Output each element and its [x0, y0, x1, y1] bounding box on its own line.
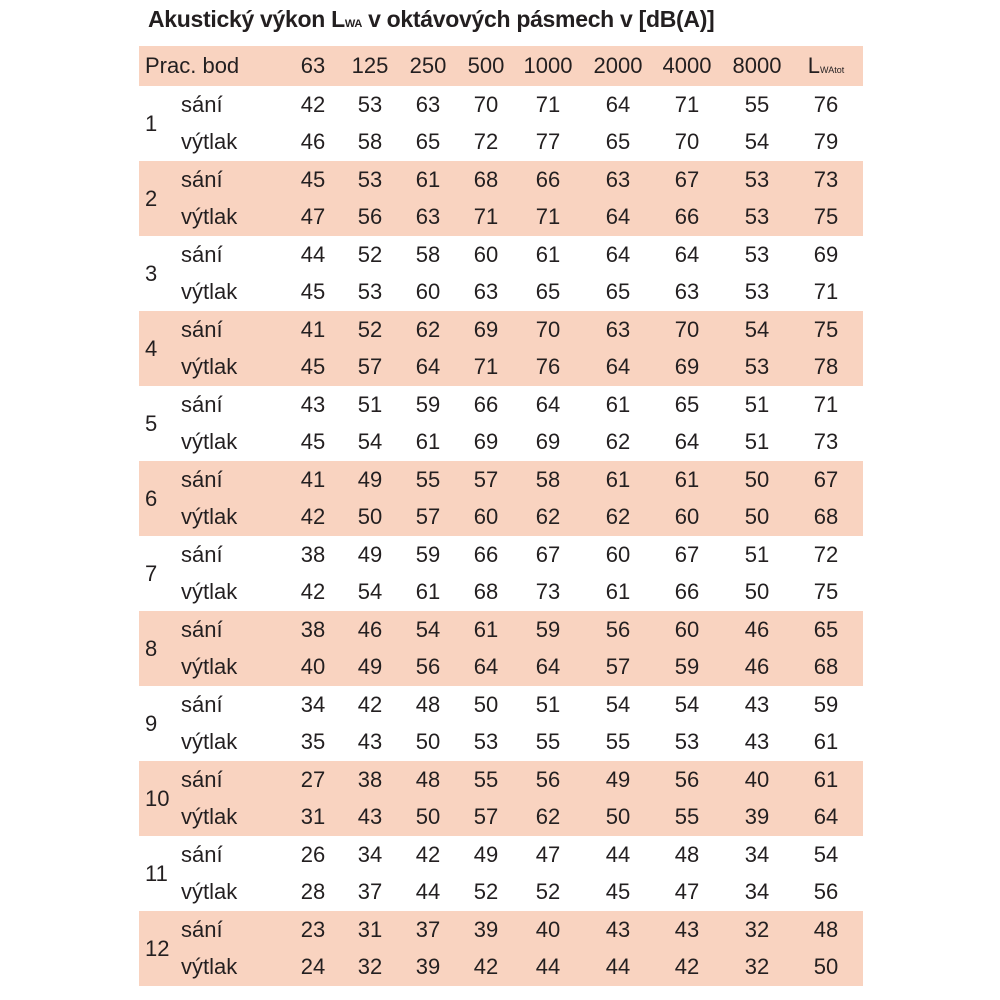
value-cell: 61 — [535, 242, 561, 267]
work-point-number: 7 — [145, 561, 158, 586]
value-cell: 57 — [473, 467, 499, 492]
value-cell: 60 — [674, 504, 700, 529]
title-subscript: WA — [344, 18, 362, 30]
work-point-group — [139, 836, 863, 911]
value-cell: 34 — [300, 692, 326, 717]
value-cell: 73 — [813, 429, 839, 454]
table-title — [148, 6, 714, 33]
value-cell: 47 — [674, 879, 700, 904]
header-band: 63 — [300, 53, 326, 78]
value-cell: 44 — [415, 879, 441, 904]
value-cell: 52 — [357, 242, 383, 267]
work-point-group — [139, 611, 863, 686]
value-cell: 67 — [674, 542, 700, 567]
value-cell: 54 — [813, 842, 839, 867]
value-cell: 64 — [415, 354, 441, 379]
value-cell: 78 — [813, 354, 839, 379]
value-cell: 50 — [744, 504, 770, 529]
value-cell: 61 — [813, 767, 839, 792]
value-cell: 66 — [473, 542, 499, 567]
value-cell: 62 — [535, 804, 561, 829]
value-cell: 56 — [535, 767, 561, 792]
value-cell: 48 — [415, 692, 441, 717]
value-cell: 39 — [744, 804, 770, 829]
value-cell: 54 — [744, 129, 770, 154]
value-cell: 68 — [473, 579, 499, 604]
value-cell: 46 — [300, 129, 326, 154]
value-cell: 63 — [415, 204, 441, 229]
value-cell: 51 — [744, 542, 770, 567]
value-cell: 65 — [674, 392, 700, 417]
value-cell: 37 — [415, 917, 441, 942]
value-cell: 51 — [535, 692, 561, 717]
value-cell: 34 — [744, 879, 770, 904]
value-cell: 51 — [744, 392, 770, 417]
header-band: 1000 — [523, 53, 573, 78]
value-cell: 63 — [605, 317, 631, 342]
value-cell: 54 — [357, 429, 383, 454]
value-cell: 61 — [415, 167, 441, 192]
value-cell: 57 — [473, 804, 499, 829]
value-cell: 50 — [415, 804, 441, 829]
value-cell: 54 — [744, 317, 770, 342]
value-cell: 55 — [473, 767, 499, 792]
acoustic-power-table — [139, 46, 863, 986]
value-cell: 64 — [535, 392, 561, 417]
value-cell: 45 — [300, 354, 326, 379]
value-cell: 45 — [300, 167, 326, 192]
work-point-number: 2 — [145, 186, 158, 211]
header-band: 500 — [467, 53, 505, 78]
row-label-sani: sání — [181, 317, 223, 342]
value-cell: 56 — [674, 767, 700, 792]
value-cell: 26 — [300, 842, 326, 867]
value-cell: 62 — [535, 504, 561, 529]
value-cell: 44 — [300, 242, 326, 267]
value-cell: 53 — [357, 279, 383, 304]
value-cell: 46 — [744, 617, 770, 642]
row-label-vytlak: výtlak — [181, 804, 238, 829]
value-cell: 61 — [473, 617, 499, 642]
header-work-point: Prac. bod — [145, 53, 240, 78]
value-cell: 52 — [357, 317, 383, 342]
value-cell: 58 — [535, 467, 561, 492]
value-cell: 64 — [674, 429, 700, 454]
value-cell: 43 — [605, 917, 631, 942]
value-cell: 52 — [535, 879, 561, 904]
value-cell: 56 — [605, 617, 631, 642]
value-cell: 59 — [415, 392, 441, 417]
value-cell: 64 — [473, 654, 499, 679]
work-point-group — [139, 536, 863, 611]
value-cell: 63 — [415, 92, 441, 117]
row-label-sani: sání — [181, 167, 223, 192]
value-cell: 53 — [744, 167, 770, 192]
value-cell: 42 — [473, 954, 499, 979]
value-cell: 77 — [535, 129, 561, 154]
work-point-number: 3 — [145, 261, 158, 286]
row-label-vytlak: výtlak — [181, 279, 238, 304]
value-cell: 46 — [744, 654, 770, 679]
value-cell: 54 — [357, 579, 383, 604]
work-point-number: 4 — [145, 336, 158, 361]
header-total — [808, 47, 844, 89]
value-cell: 53 — [357, 167, 383, 192]
value-cell: 32 — [357, 954, 383, 979]
work-point-group — [139, 761, 863, 836]
work-point-number: 1 — [145, 111, 158, 136]
row-label-sani: sání — [181, 617, 223, 642]
title-main: Akustický výkon L — [148, 6, 345, 32]
value-cell: 75 — [813, 317, 839, 342]
value-cell: 61 — [605, 579, 631, 604]
value-cell: 64 — [605, 204, 631, 229]
value-cell: 39 — [415, 954, 441, 979]
value-cell: 56 — [415, 654, 441, 679]
row-label-sani: sání — [181, 917, 223, 942]
value-cell: 32 — [744, 917, 770, 942]
value-cell: 49 — [357, 542, 383, 567]
value-cell: 65 — [605, 279, 631, 304]
value-cell: 42 — [674, 954, 700, 979]
value-cell: 62 — [415, 317, 441, 342]
value-cell: 71 — [473, 204, 499, 229]
value-cell: 50 — [473, 692, 499, 717]
value-cell: 65 — [605, 129, 631, 154]
work-point-group — [139, 686, 863, 761]
value-cell: 43 — [744, 729, 770, 754]
value-cell: 38 — [300, 542, 326, 567]
row-label-sani: sání — [181, 242, 223, 267]
row-label-vytlak: výtlak — [181, 729, 238, 754]
value-cell: 42 — [300, 92, 326, 117]
row-label-vytlak: výtlak — [181, 129, 238, 154]
value-cell: 24 — [300, 954, 326, 979]
value-cell: 55 — [605, 729, 631, 754]
value-cell: 49 — [357, 467, 383, 492]
value-cell: 72 — [473, 129, 499, 154]
value-cell: 66 — [674, 579, 700, 604]
header-band: 250 — [409, 53, 447, 78]
value-cell: 53 — [674, 729, 700, 754]
value-cell: 61 — [605, 467, 631, 492]
value-cell: 55 — [535, 729, 561, 754]
row-label-sani: sání — [181, 92, 223, 117]
value-cell: 34 — [357, 842, 383, 867]
value-cell: 50 — [605, 804, 631, 829]
value-cell: 59 — [813, 692, 839, 717]
value-cell: 43 — [744, 692, 770, 717]
value-cell: 53 — [473, 729, 499, 754]
value-cell: 63 — [605, 167, 631, 192]
value-cell: 71 — [813, 392, 839, 417]
value-cell: 64 — [674, 242, 700, 267]
value-cell: 68 — [473, 167, 499, 192]
value-cell: 66 — [473, 392, 499, 417]
value-cell: 70 — [674, 129, 700, 154]
value-cell: 42 — [357, 692, 383, 717]
value-cell: 57 — [605, 654, 631, 679]
value-cell: 23 — [300, 917, 326, 942]
value-cell: 47 — [535, 842, 561, 867]
value-cell: 60 — [473, 504, 499, 529]
row-label-sani: sání — [181, 542, 223, 567]
value-cell: 70 — [674, 317, 700, 342]
value-cell: 59 — [415, 542, 441, 567]
value-cell: 60 — [605, 542, 631, 567]
value-cell: 71 — [535, 92, 561, 117]
value-cell: 54 — [415, 617, 441, 642]
value-cell: 53 — [357, 92, 383, 117]
header-band: 8000 — [732, 53, 782, 78]
value-cell: 69 — [473, 317, 499, 342]
row-label-sani: sání — [181, 842, 223, 867]
value-cell: 38 — [300, 617, 326, 642]
value-cell: 61 — [415, 579, 441, 604]
value-cell: 63 — [674, 279, 700, 304]
value-cell: 40 — [300, 654, 326, 679]
value-cell: 48 — [813, 917, 839, 942]
row-label-vytlak: výtlak — [181, 204, 238, 229]
table-body — [139, 86, 863, 986]
work-point-group — [139, 461, 863, 536]
header-band: 125 — [351, 53, 389, 78]
row-label-sani: sání — [181, 467, 223, 492]
value-cell: 55 — [744, 92, 770, 117]
value-cell: 75 — [813, 579, 839, 604]
value-cell: 67 — [535, 542, 561, 567]
value-cell: 64 — [605, 242, 631, 267]
value-cell: 50 — [744, 467, 770, 492]
work-point-group — [139, 311, 863, 386]
value-cell: 41 — [300, 467, 326, 492]
row-label-vytlak: výtlak — [181, 954, 238, 979]
value-cell: 51 — [357, 392, 383, 417]
value-cell: 43 — [357, 804, 383, 829]
value-cell: 69 — [813, 242, 839, 267]
value-cell: 45 — [605, 879, 631, 904]
value-cell: 76 — [813, 92, 839, 117]
value-cell: 66 — [535, 167, 561, 192]
value-cell: 70 — [535, 317, 561, 342]
value-cell: 57 — [415, 504, 441, 529]
value-cell: 64 — [535, 654, 561, 679]
work-point-number: 6 — [145, 486, 158, 511]
value-cell: 35 — [300, 729, 326, 754]
value-cell: 48 — [674, 842, 700, 867]
row-label-vytlak: výtlak — [181, 354, 238, 379]
work-point-group — [139, 236, 863, 311]
value-cell: 68 — [813, 504, 839, 529]
row-label-vytlak: výtlak — [181, 879, 238, 904]
value-cell: 60 — [473, 242, 499, 267]
value-cell: 48 — [415, 767, 441, 792]
value-cell: 61 — [813, 729, 839, 754]
value-cell: 65 — [535, 279, 561, 304]
row-label-vytlak: výtlak — [181, 504, 238, 529]
row-label-vytlak: výtlak — [181, 654, 238, 679]
value-cell: 39 — [473, 917, 499, 942]
value-cell: 69 — [535, 429, 561, 454]
value-cell: 50 — [357, 504, 383, 529]
value-cell: 61 — [605, 392, 631, 417]
value-cell: 64 — [813, 804, 839, 829]
value-cell: 65 — [813, 617, 839, 642]
value-cell: 53 — [744, 354, 770, 379]
value-cell: 42 — [300, 579, 326, 604]
value-cell: 71 — [473, 354, 499, 379]
row-label-vytlak: výtlak — [181, 429, 238, 454]
value-cell: 49 — [473, 842, 499, 867]
value-cell: 64 — [605, 92, 631, 117]
value-cell: 73 — [535, 579, 561, 604]
value-cell: 79 — [813, 129, 839, 154]
value-cell: 66 — [674, 204, 700, 229]
work-point-number: 11 — [145, 861, 168, 886]
work-point-group — [139, 386, 863, 461]
value-cell: 52 — [473, 879, 499, 904]
value-cell: 68 — [813, 654, 839, 679]
value-cell: 67 — [674, 167, 700, 192]
value-cell: 43 — [357, 729, 383, 754]
value-cell: 42 — [415, 842, 441, 867]
row-label-sani: sání — [181, 392, 223, 417]
value-cell: 38 — [357, 767, 383, 792]
work-point-group — [139, 911, 863, 986]
value-cell: 58 — [415, 242, 441, 267]
value-cell: 42 — [300, 504, 326, 529]
work-point-number: 5 — [145, 411, 158, 436]
row-label-sani: sání — [181, 767, 223, 792]
value-cell: 71 — [535, 204, 561, 229]
value-cell: 56 — [813, 879, 839, 904]
work-point-number: 10 — [145, 786, 170, 811]
value-cell: 72 — [813, 542, 839, 567]
header-band: 2000 — [593, 53, 643, 78]
value-cell: 60 — [674, 617, 700, 642]
value-cell: 44 — [535, 954, 561, 979]
value-cell: 58 — [357, 129, 383, 154]
value-cell: 44 — [605, 842, 631, 867]
value-cell: 69 — [674, 354, 700, 379]
work-point-number: 9 — [145, 711, 158, 736]
value-cell: 34 — [744, 842, 770, 867]
value-cell: 50 — [415, 729, 441, 754]
value-cell: 63 — [473, 279, 499, 304]
value-cell: 49 — [357, 654, 383, 679]
value-cell: 55 — [674, 804, 700, 829]
value-cell: 70 — [473, 92, 499, 117]
value-cell: 41 — [300, 317, 326, 342]
header-total-main: L — [807, 53, 821, 78]
value-cell: 31 — [300, 804, 326, 829]
value-cell: 37 — [357, 879, 383, 904]
value-cell: 62 — [605, 429, 631, 454]
value-cell: 60 — [415, 279, 441, 304]
value-cell: 47 — [300, 204, 326, 229]
value-cell: 40 — [535, 917, 561, 942]
value-cell: 54 — [674, 692, 700, 717]
value-cell: 56 — [357, 204, 383, 229]
value-cell: 54 — [605, 692, 631, 717]
row-label-sani: sání — [181, 692, 223, 717]
header-total-subscript: WAtot — [820, 65, 845, 75]
value-cell: 71 — [813, 279, 839, 304]
value-cell: 50 — [813, 954, 839, 979]
value-cell: 43 — [300, 392, 326, 417]
value-cell: 50 — [744, 579, 770, 604]
value-cell: 46 — [357, 617, 383, 642]
value-cell: 75 — [813, 204, 839, 229]
value-cell: 31 — [357, 917, 383, 942]
work-point-number: 8 — [145, 636, 158, 661]
value-cell: 64 — [605, 354, 631, 379]
value-cell: 59 — [674, 654, 700, 679]
value-cell: 49 — [605, 767, 631, 792]
value-cell: 45 — [300, 429, 326, 454]
value-cell: 45 — [300, 279, 326, 304]
value-cell: 61 — [415, 429, 441, 454]
value-cell: 69 — [473, 429, 499, 454]
value-cell: 53 — [744, 242, 770, 267]
value-cell: 71 — [674, 92, 700, 117]
value-cell: 67 — [813, 467, 839, 492]
work-point-group — [139, 86, 863, 161]
value-cell: 43 — [674, 917, 700, 942]
header-row — [139, 46, 863, 86]
value-cell: 55 — [415, 467, 441, 492]
value-cell: 76 — [535, 354, 561, 379]
value-cell: 61 — [674, 467, 700, 492]
value-cell: 53 — [744, 279, 770, 304]
value-cell: 53 — [744, 204, 770, 229]
row-label-vytlak: výtlak — [181, 579, 238, 604]
value-cell: 27 — [300, 767, 326, 792]
value-cell: 40 — [744, 767, 770, 792]
value-cell: 59 — [535, 617, 561, 642]
header-band: 4000 — [662, 53, 712, 78]
value-cell: 62 — [605, 504, 631, 529]
value-cell: 32 — [744, 954, 770, 979]
value-cell: 57 — [357, 354, 383, 379]
value-cell: 65 — [415, 129, 441, 154]
work-point-number: 12 — [145, 936, 170, 961]
value-cell: 28 — [300, 879, 326, 904]
value-cell: 73 — [813, 167, 839, 192]
value-cell: 44 — [605, 954, 631, 979]
work-point-group — [139, 161, 863, 236]
title-rest: v oktávových pásmech v [dB(A)] — [362, 6, 715, 32]
value-cell: 51 — [744, 429, 770, 454]
